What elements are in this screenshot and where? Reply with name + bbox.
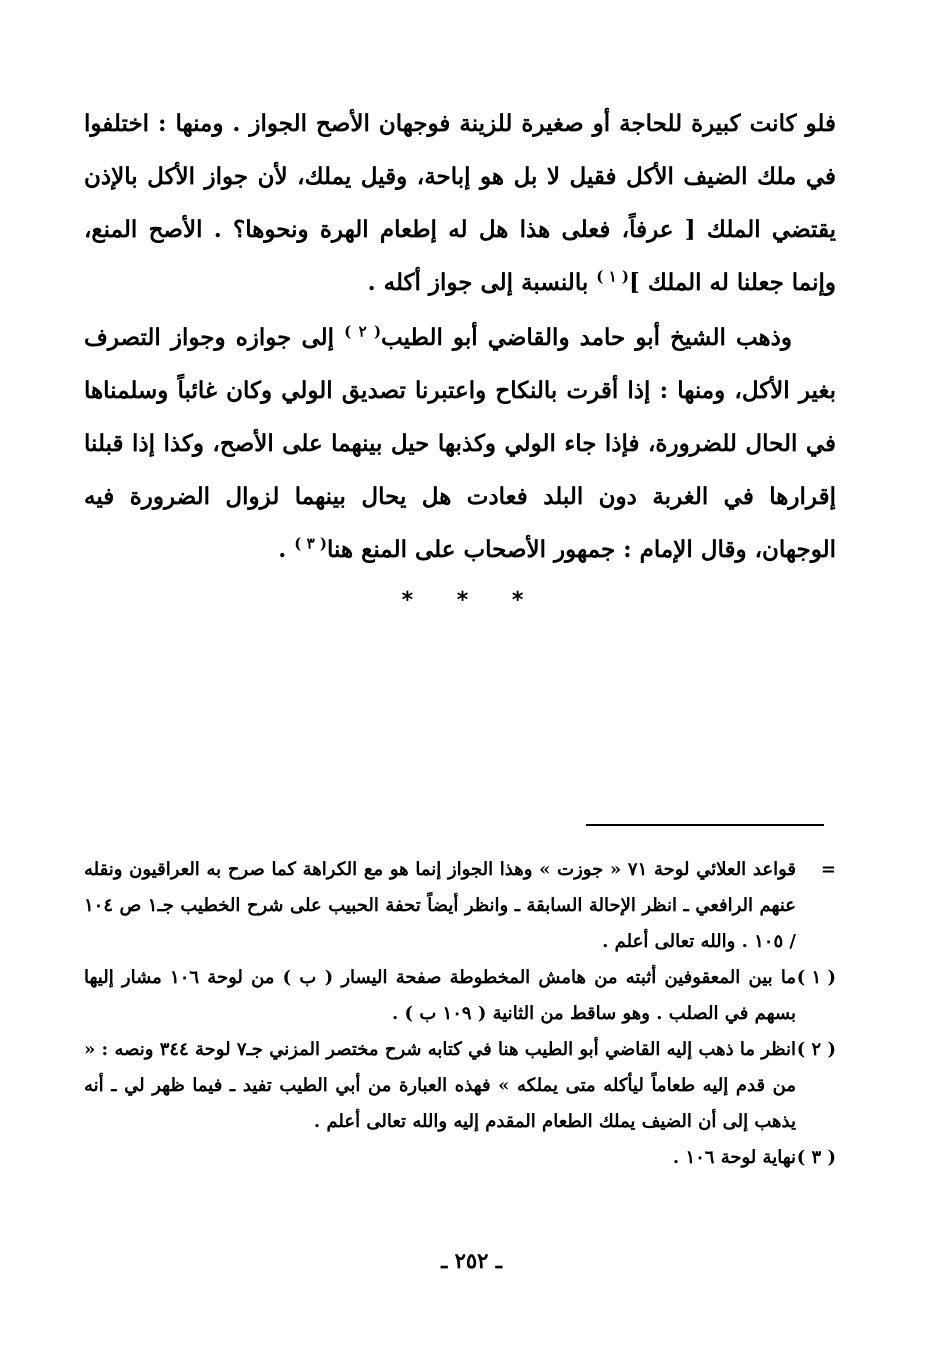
paragraph-1-text: فلو كانت كبيرة للحاجة أو صغيرة للزينة فوجهان الأصح الجواز . ومنها : اختلفوا في ملك الضيف الأكل فقيل لا بل هو إباحة، وقيل يملك، لأن جواز الأكل بالإذن يقتضي الملك [ عرفاً، فعلى هذا هل له إطعام الهرة ونحوها؟ . الأصح المنع، وإنما جعلنا له الملك ] [84,110,836,296]
footnote-ref-2: ( ٢ ) [344,322,382,341]
footnote-text: انظر ما ذهب إليه القاضي أبو الطيب هنا في كتابه شرح مختصر المزني جـ٧ لوحة ٣٤٤ ونصه : « من قدم إليه طعاماً ليأكله متى يملكه » فهذه العبارة من أبي الطيب تفيد ـ فيما ظهر لي ـ أنه يذهب إلى أن الضيف يملك الطعام المقدم إليه والله تعالى أعلم . [84,1039,797,1132]
footnote-marker: ( ١ ) [796,967,836,988]
main-paragraph-1 [84,97,836,309]
footnote-marker: ( ٢ ) [796,1039,836,1060]
footnote-continuation [84,852,836,960]
footnote-divider [586,824,824,826]
footnote-1 [84,960,836,1032]
paragraph-2-mid: إلى جوازه وجواز التصرف بغير الأكل، ومنها : إذا أقرت بالنكاح واعتبرنا تصديق الولي وكان غائباً وسلمناها في الحال للضرورة، فإذا جاء الولي وكذبها حيل بينهما على الأصح، وكذا إذا قبلنا إقرارها في الغربة دون البلد فعادت هل يحال بينهما لزوال الضرورة فيه الوجهان، وقال الإمام : جمهور الأصحاب على المنع هنا [84,324,836,563]
section-separator: * * * [401,588,542,613]
footnote-marker: = [820,859,836,880]
main-paragraph-2 [84,311,836,576]
footnote-text: نهاية لوحة ١٠٦ . [672,1147,796,1168]
footnotes-section [84,852,836,1176]
paragraph-2-end: . [278,536,295,563]
footnote-text: ما بين المعقوفين أثبته من هامش المخطوطة صفحة اليسار ( ب ) من لوحة ١٠٦ مشار إليها بسهم في الصلب . وهو ساقط من الثانية ( ١٠٩ ب ) . [84,967,796,1024]
footnote-ref-1: ( ١ ) [596,267,629,286]
footnote-ref-3: ( ٣ ) [294,534,328,553]
footnote-3 [84,1140,836,1176]
page-number: ـ ٢٥٢ ـ [441,1248,502,1273]
footnote-2 [84,1032,836,1140]
footnote-marker: ( ٣ ) [796,1147,836,1168]
footnote-text: قواعد العلائي لوحة ٧١ « جوزت » وهذا الجواز إنما هو مع الكراهة كما صرح به العراقيون ونقله عنهم الرافعي ـ انظر الإحالة السابقة ـ وانظر أيضاً تحفة الحبيب على شرح الخطيب جـ١ ص ١٠٤ / ١٠٥ . والله تعالى أعلم . [84,859,797,952]
paragraph-2-start: وذهب الشيخ أبو حامد والقاضي أبو الطيب [381,324,793,351]
paragraph-1-end: بالنسبة إلى جواز أكله . [367,269,597,296]
